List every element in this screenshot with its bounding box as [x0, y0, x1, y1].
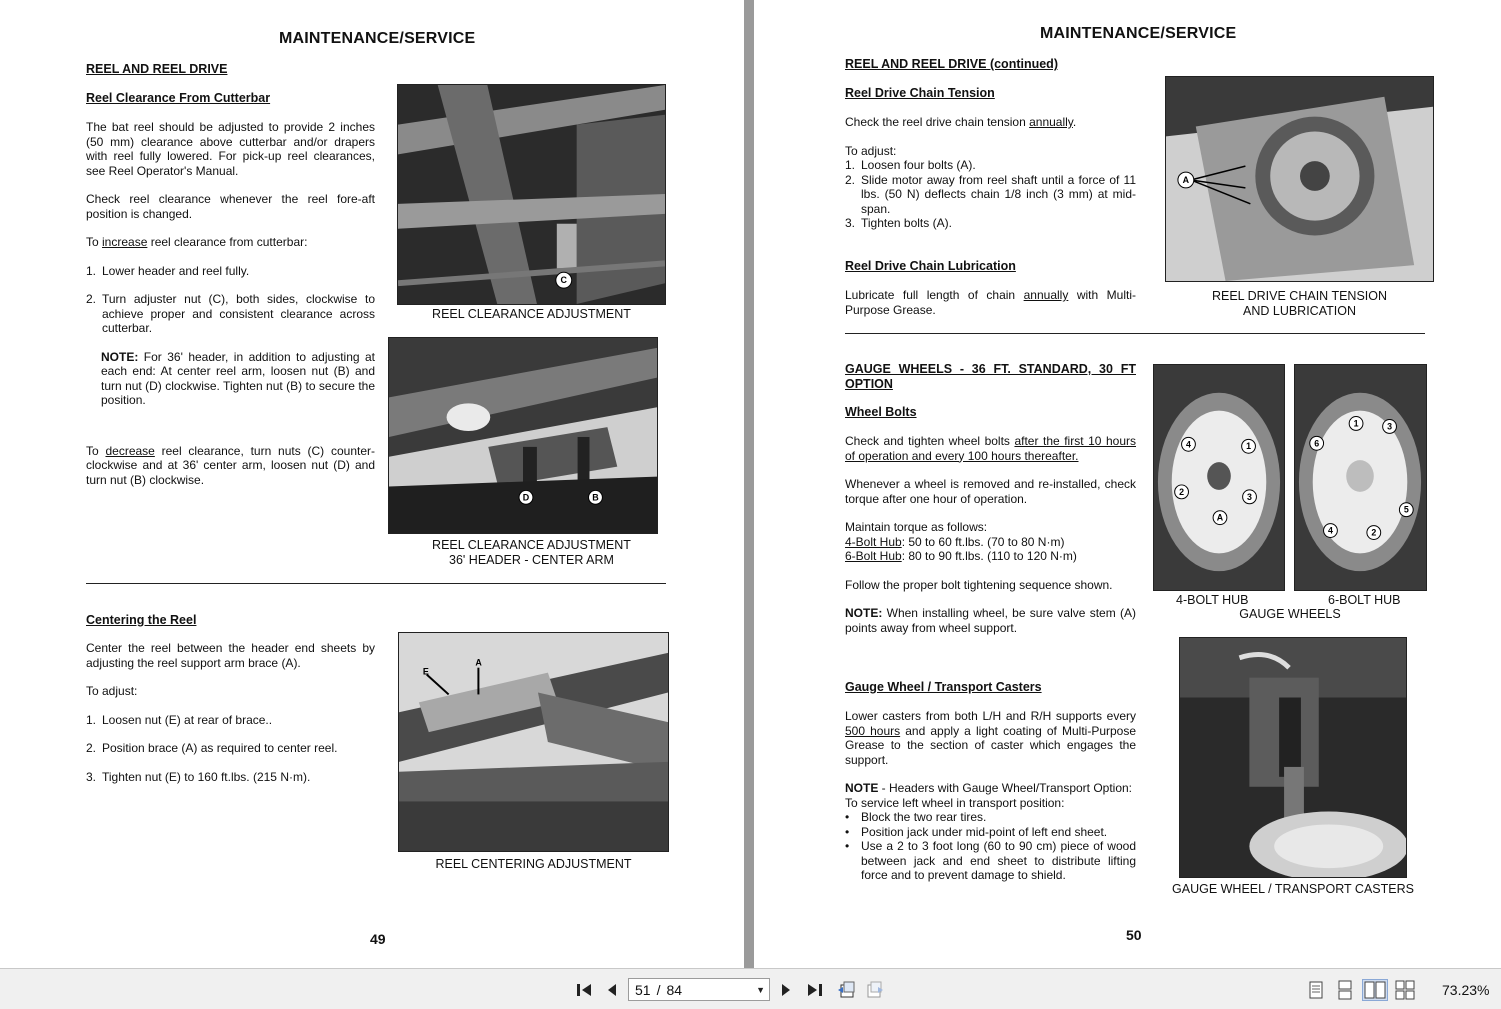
divider: [845, 333, 1425, 334]
svg-text:3: 3: [1247, 491, 1252, 502]
go-back-view-icon: [836, 980, 856, 1000]
callout-label-e: E: [422, 666, 429, 677]
page-number: 50: [1126, 927, 1142, 943]
photo-caption: GAUGE WHEEL / TRANSPORT CASTERS: [1172, 882, 1414, 896]
reel-centering-photo: [398, 632, 669, 852]
chevron-down-icon[interactable]: ▼: [756, 985, 765, 995]
page-number-input[interactable]: 51 / 84 ▼: [628, 978, 770, 1001]
paragraph: Center the reel between the header end sheets by adjusting the reel support arm brace (A).: [86, 641, 375, 670]
subheading-casters: Gauge Wheel / Transport Casters: [845, 680, 1042, 694]
two-page-view-button[interactable]: [1362, 979, 1388, 1001]
two-page-continuous-button[interactable]: [1394, 979, 1416, 1001]
subheading-chain-lubrication: Reel Drive Chain Lubrication: [845, 259, 1016, 273]
note: NOTE: For 36' header, in addition to adjusting at each end: At center reel arm, loosen nut (B) and turn nut (D) clockwise. Tighten nut (B) to secure the position.: [101, 349, 375, 407]
callout-label-b: B: [592, 492, 599, 503]
casters-text: Lower casters from both L/H and R/H supports every 500 hours and apply a light coating of Multi-Purpose Grease to the section of caster which engages the support. NOTE - Headers with Gauge Wheel/Transport Option: To service left wheel in transport position: • Block the two rear tires. • Position jack under mid-point of left end sheet. • Use a 2 to 3 foot long (60 to 90 cm) piece of wood between jack and end sheet to distribute lifting force and to prevent damage to shield.: [845, 709, 1137, 882]
subheading-reel-clearance: Reel Clearance From Cutterbar: [86, 91, 271, 105]
callout-label-a: A: [475, 657, 482, 668]
page-gutter: [744, 0, 754, 968]
next-page-button[interactable]: [777, 979, 795, 1001]
chain-tension-text: [845, 115, 1136, 245]
section-heading-gauge-wheels: GAUGE WHEELS - 36 FT. STANDARD, 30 FT OPTION: [845, 362, 1136, 391]
previous-page-button[interactable]: [603, 979, 621, 1001]
list-item: 2. Slide motor away from reel shaft until a force of 11 lbs. (50 N) deflects chain 1/8 inch (3 mm) at mid-span.: [845, 172, 1136, 216]
reel-clearance-photo: [397, 84, 666, 305]
callout-label-c: C: [560, 275, 567, 286]
steps-list: To adjust: 1. Loosen four bolts (A). 2. Slide motor away from reel shaft until a force of 11 lbs. (50 N) deflects chain 1/8 inch (3 mm) at mid-span. 3. Tighten bolts (A).: [845, 143, 1136, 230]
list-item: 1. Lower header and reel fully.: [86, 263, 250, 278]
photo-caption: REEL CENTERING ADJUSTMENT: [435, 857, 632, 871]
paragraph: Check the reel drive chain tension annually.: [845, 115, 1077, 129]
divider: [86, 583, 666, 584]
first-page-button[interactable]: [574, 979, 594, 1001]
list-item: • Block the two rear tires.: [845, 810, 987, 824]
chain-tension-photo: [1165, 76, 1434, 282]
subheading-centering: Centering the Reel: [86, 613, 197, 627]
photo-caption: REEL DRIVE CHAIN TENSION AND LUBRICATION: [1211, 289, 1388, 318]
subheading-chain-tension: Reel Drive Chain Tension: [845, 86, 995, 100]
photo-caption: 6-BOLT HUB: [1328, 593, 1401, 607]
photo-caption: REEL CLEARANCE ADJUSTMENT: [432, 307, 631, 321]
go-back-button[interactable]: [835, 979, 857, 1001]
last-page-button[interactable]: [804, 979, 826, 1001]
centering-text: [86, 641, 375, 798]
list-item: 2. Turn adjuster nut (C), both sides, clockwise to achieve proper and consistent clearance across cutterbar.: [86, 292, 375, 335]
go-forward-button[interactable]: [864, 979, 886, 1001]
page-title: MAINTENANCE/SERVICE: [279, 30, 476, 47]
list-item: 1. Loosen nut (E) at rear of brace..: [86, 712, 273, 727]
list-item: • Use a 2 to 3 foot long (60 to 90 cm) piece of wood between jack and end sheet to distribute lifting force and to prevent damage to shield.: [845, 839, 1136, 882]
list-item: 3. Tighten bolts (A).: [845, 216, 952, 230]
paragraph: To decrease reel clearance, turn nuts (C) counter-clockwise and at 36' center arm, loosen nut (D) and turn nut (B) clockwise.: [86, 443, 375, 487]
previous-page-icon: [605, 981, 619, 999]
svg-text:6: 6: [1314, 438, 1320, 449]
four-bolt-hub-photo: [1153, 364, 1285, 591]
list-item: 2. Position brace (A) as required to center reel.: [86, 741, 338, 755]
svg-text:2: 2: [1179, 486, 1185, 497]
photo-caption: 4-BOLT HUB: [1176, 593, 1249, 607]
svg-text:5: 5: [1403, 504, 1409, 515]
svg-text:1: 1: [1353, 418, 1359, 429]
continuous-view-button[interactable]: [1335, 979, 1355, 1001]
next-page-icon: [779, 981, 793, 999]
section-heading: REEL AND REEL DRIVE: [86, 62, 228, 76]
two-page-continuous-icon: [1395, 980, 1415, 1000]
center-arm-photo: [388, 337, 658, 534]
svg-text:2: 2: [1371, 527, 1377, 538]
zoom-level[interactable]: 73.23%: [1442, 982, 1490, 998]
first-page-icon: [575, 981, 593, 999]
go-forward-view-icon: [865, 980, 885, 1000]
six-bolt-hub-photo: [1294, 364, 1427, 591]
right-page: [754, 0, 1501, 968]
paragraph: To adjust:: [86, 684, 138, 698]
continuous-page-icon: [1337, 980, 1353, 1000]
lubrication-text: Lubricate full length of chain annually with Multi-Purpose Grease.: [845, 288, 1137, 317]
svg-text:1: 1: [1246, 441, 1252, 452]
last-page-icon: [806, 981, 824, 999]
page-title: MAINTENANCE/SERVICE: [1040, 25, 1237, 42]
svg-text:3: 3: [1387, 421, 1393, 432]
single-page-view-button[interactable]: [1306, 979, 1326, 1001]
callout-label-d: D: [522, 492, 530, 503]
svg-text:4: 4: [1327, 525, 1333, 536]
left-page: [0, 0, 744, 968]
wheel-bolts-text: Check and tighten wheel bolts after the first 10 hours of operation and every 100 hours thereafter. Whenever a wheel is removed and re-installed, check torque after one hour of operation. Maintain torque as follows: 4-Bolt Hub: 50 to 60 ft.lbs. (70 to 80 N·m) 6-Bolt Hub: 80 to 90 ft.lbs. (110 to 120 N·m) Follow the proper bolt tightening sequence shown. NOTE: When installing wheel, be sure valve stem (A) points away from wheel support.: [845, 434, 1136, 635]
paragraph: The bat reel should be adjusted to provide 2 inches (50 mm) clearance above cutterbar and/or drapers with reel fully lowered. For pick-up reel clearances, see Reel Operator's Manual.: [86, 120, 375, 178]
photo-caption: GAUGE WHEELS: [1239, 607, 1341, 621]
caster-photo: [1179, 637, 1407, 878]
list-item: 3. Tighten nut (E) to 160 ft.lbs. (215 N·m).: [86, 769, 311, 784]
svg-text:4: 4: [1186, 439, 1191, 450]
paragraph: Check reel clearance whenever the reel fore-aft position is changed.: [86, 192, 375, 221]
subheading-wheel-bolts: Wheel Bolts: [845, 405, 917, 419]
paragraph: To increase reel clearance from cutterbar:: [86, 235, 308, 249]
list-item: 1. Loosen four bolts (A).: [845, 158, 976, 172]
photo-caption: REEL CLEARANCE ADJUSTMENT 36' HEADER - CENTER ARM: [432, 538, 631, 567]
page-number: 49: [370, 931, 386, 947]
single-page-icon: [1308, 980, 1324, 1000]
section-heading: REEL AND REEL DRIVE (continued): [845, 57, 1058, 71]
svg-text:A: A: [1216, 512, 1224, 523]
list-item: • Position jack under mid-point of left end sheet.: [845, 824, 1108, 839]
callout-label-a: A: [1182, 174, 1190, 185]
two-page-icon: [1364, 980, 1386, 1000]
reel-clearance-text: [86, 120, 375, 501]
viewer-toolbar: [0, 968, 1501, 1009]
